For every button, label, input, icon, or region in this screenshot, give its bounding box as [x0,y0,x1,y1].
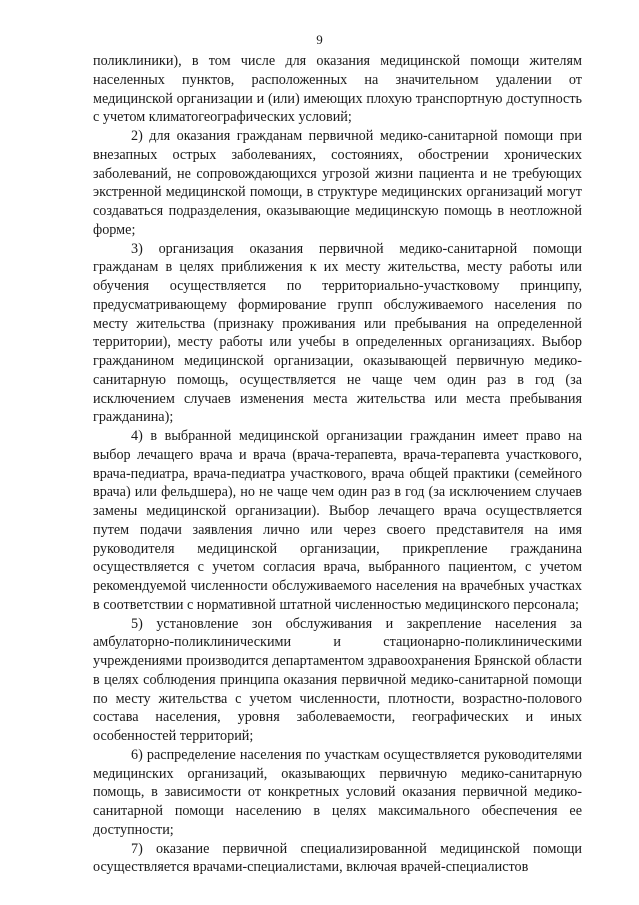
paragraph-item-3: 3) организация оказания первичной медико-санитарной помощи гражданам в целях приближения к их месту жительства, месту работы или обучения осуществляется по территориально-участковому принципу, предусматривающему формирование групп обслуживаемого населения по месту жительства (признаку проживания или пребывания на определенной территории), месту работы или учебы в определенных организациях. Выбор гражданином медицинской организации, оказывающей первичную медико-санитарную помощь, осуществляется не чаще чем один раз в год (за исключением случаев изменения места жительства или места пребывания гражданина); [93,240,582,426]
paragraph-continuation: поликлиники), в том числе для оказания медицинской помощи жителям населенных пунктов, расположенных на значительном удалении от медицинской организации и (или) имеющих плохую транспортную доступность с учетом климатогеографических условий; [93,53,582,126]
paragraph-item-7: 7) оказание первичной специализированной медицинской помощи осуществляется врачами-специалистами, включая врачей-специалистов [93,840,582,876]
paragraph-item-2: 2) для оказания гражданам первичной медико-санитарной помощи при внезапных острых заболеваниях, состояниях, обострении хронических заболеваний, не сопровождающихся угрозой жизни пациента и не требующих экстренной медицинской помощи, в структуре медицинских организаций могут создаваться подразделения, оказывающие медицинскую помощь в неотложной форме; [93,128,582,238]
paragraph-item-4: 4) в выбранной медицинской организации гражданин имеет право на выбор лечащего врача и врача (врача-терапевта, врача-терапевта участкового, врача-педиатра, врача-педиатра участкового, врача общей практики (семейного врача) или фельдшера), но не чаще чем один раз в год (за исключением случаев замены медицинской организации). Выбор лечащего врача осуществляется путем подачи заявления лично или через своего представителя на имя руководителя медицинской организации, прикрепление гражданина осуществляется с учетом согласия врача, выбранного пациентом, с учетом рекомендуемой численности обслуживаемого населения на врачебных участках в соответствии с нормативной штатной численностью медицинского персонала; [93,428,582,613]
document-body [93,52,582,877]
page-number: 9 [316,32,323,47]
paragraph-item-6: 6) распределение населения по участкам осуществляется руководителями медицинских организаций, оказывающих первичную медико-санитарную помощь, в зависимости от конкретных условий оказания первичной медико-санитарной помощи населению в целях максимального обеспечения ее доступности; [93,746,582,838]
paragraph-item-5: 5) установление зон обслуживания и закрепление населения за амбулаторно-поликлиническими и стационарно-поликлиническими учреждениями производится департаментом здравоохранения Брянской области в целях соблюдения принципа оказания первичной медико-санитарной помощи по месту жительства с учетом численности, плотности, возрастно-полового состава населения, уровня заболеваемости, географических и иных особенностей территорий; [93,615,582,744]
